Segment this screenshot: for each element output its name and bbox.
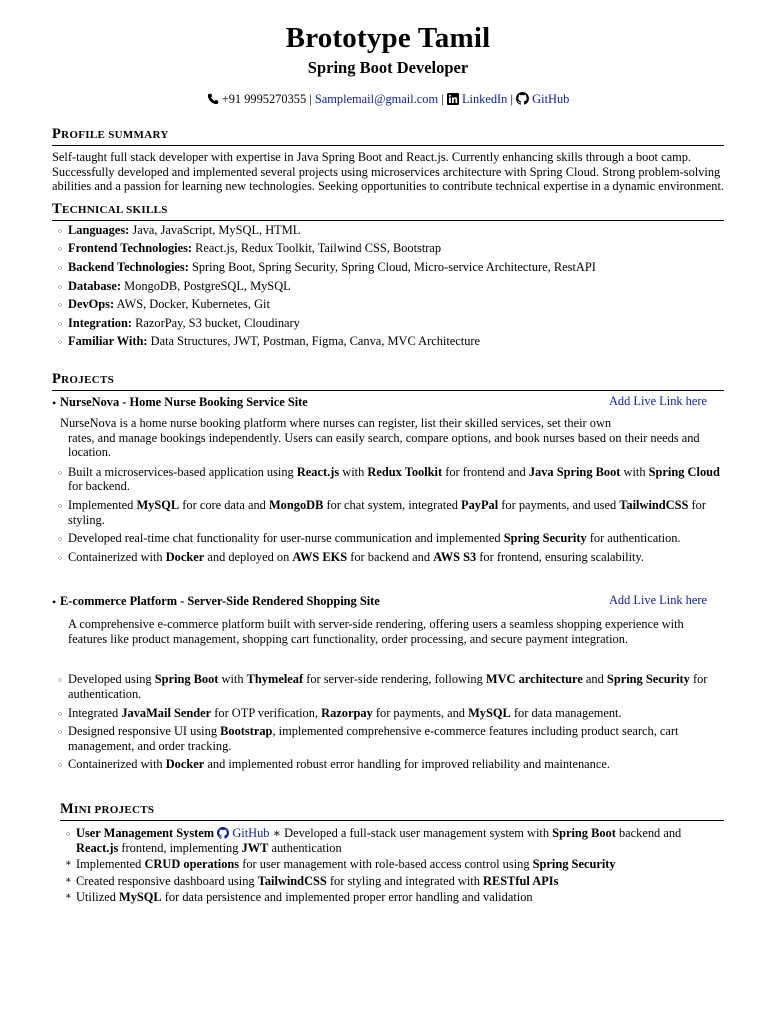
mini-project-title: User Management System: [76, 826, 215, 841]
project-bullet: ○ Containerized with Docker and deployed on AWS EKS for backend and AWS S3 for frontend, ensuring scalability.: [52, 550, 724, 565]
live-link[interactable]: Add Live Link here: [608, 593, 707, 608]
mini-projects-section: [52, 801, 724, 905]
project-bullet: ○ Integrated JavaMail Sender for OTP verification, Razorpay for payments, and MySQL for data management.: [52, 706, 724, 721]
skills-list: [52, 223, 724, 349]
mini-project-sub-item: ∗ Implemented CRUD operations for user management with role-based access control using Spring Security: [60, 857, 724, 872]
resume-page: [52, 0, 724, 907]
candidate-role: Spring Boot Developer: [307, 58, 469, 77]
mini-project-sub-item: ∗ Utilized MySQL for data persistence and implemented proper error handling and validation: [60, 890, 724, 905]
project-bullets: [52, 465, 724, 565]
github-link[interactable]: GitHub: [532, 92, 570, 106]
mini-project-sub-list: [60, 857, 724, 905]
project-bullet: ○ Designed responsive UI using Bootstrap, implemented comprehensive e-commerce features including product search, cart management, and order tracking.: [52, 724, 724, 753]
project-title: E-commerce Platform - Server-Side Rendered Shopping Site: [60, 594, 380, 609]
skill-item: ○ Database: MongoDB, PostgreSQL, MySQL: [52, 279, 724, 294]
projects-section: [52, 371, 724, 772]
contact-line: [52, 91, 724, 107]
section-title-mini-projects: MINI PROJECTS: [60, 801, 724, 821]
project-title: NurseNova - Home Nurse Booking Service Site: [60, 394, 308, 409]
skill-item: ○ Frontend Technologies: React.js, Redux Toolkit, Tailwind CSS, Bootstrap: [52, 241, 724, 256]
project-description-cont: rates, and manage bookings independently. Users can easily search, compare options, and book nurses based on their needs and location.: [68, 430, 700, 460]
linkedin-icon: [447, 93, 459, 105]
mini-project-list: [60, 826, 724, 855]
separator: |: [309, 92, 312, 106]
project-bullet: ○ Developed using Spring Boot with Thymeleaf for server-side rendering, following MVC architecture and Spring Security for authentication.: [52, 672, 724, 701]
linkedin-link[interactable]: LinkedIn: [461, 92, 508, 106]
separator: |: [441, 92, 444, 106]
skill-item: ○ Backend Technologies: Spring Boot, Spring Security, Spring Cloud, Micro-service Architecture, RestAPI: [52, 260, 724, 275]
section-title-profile: PROFILE SUMMARY: [52, 126, 724, 146]
separator: |: [510, 92, 513, 106]
project-description: A comprehensive e-commerce platform built with server-side rendering, offering users a seamless shopping experience with features like product management, shopping cart functionality, order processing, and secure payment integration.: [68, 617, 684, 646]
phone-number: +91 9995270355: [221, 92, 307, 106]
email-link[interactable]: Samplemail@gmail.com: [314, 92, 439, 106]
phone-icon: [207, 93, 219, 105]
section-title-skills: TECHNICAL SKILLS: [52, 201, 724, 221]
skill-item: ○ Familiar With: Data Structures, JWT, Postman, Figma, Canva, MVC Architecture: [52, 334, 724, 349]
github-icon: [516, 92, 529, 105]
profile-summary-text: Self-taught full stack developer with expertise in Java Spring Boot and React.js. Currently enhancing skills through a boot camp. Successfully developed and implemented several projects using microservices architecture with Spring Cloud. Strong problem-solving abilities and a passion for learning new technologies. Seeking opportunities to contribute technical expertise in a dynamic environment.: [52, 150, 725, 194]
project-bullet: ○ Implemented MySQL for core data and MongoDB for chat system, integrated PayPal for payments, and used TailwindCSS for styling.: [52, 498, 724, 527]
skill-item: ○ Languages: Java, JavaScript, MySQL, HTML: [52, 223, 724, 238]
github-icon: [217, 827, 229, 839]
mini-project-sub-item: ∗ Created responsive dashboard using TailwindCSS for styling and integrated with RESTful APIs: [60, 874, 724, 889]
project-header-ecommerce: [52, 594, 724, 609]
skill-item: ○ Integration: RazorPay, S3 bucket, Cloudinary: [52, 316, 724, 331]
project-bullets: [52, 672, 724, 772]
project-description: NurseNova is a home nurse booking platform where nurses can register, list their skilled services, set their own: [60, 415, 612, 430]
project-bullet: ○ Containerized with Docker and implemented robust error handling for improved reliability and maintenance.: [52, 757, 724, 772]
live-link[interactable]: Add Live Link here: [608, 393, 707, 408]
project-header-nursenova: [52, 395, 724, 410]
skill-item: ○ DevOps: AWS, Docker, Kubernetes, Git: [52, 297, 724, 312]
skills-section: [52, 201, 724, 349]
candidate-name: Brototype Tamil: [285, 22, 491, 54]
section-title-projects: PROJECTS: [52, 371, 724, 391]
profile-section: [52, 126, 724, 194]
mini-project-github-link[interactable]: GitHub: [232, 826, 270, 841]
mini-project-item: ○ User Management System GitHub ∗ Developed a full-stack user management system with Spring Boot backend and React.js frontend, implementing JWT authentication: [60, 826, 724, 855]
project-bullet: ○ Developed real-time chat functionality for user-nurse communication and implemented Spring Security for authentication.: [52, 531, 724, 546]
project-bullet: ○ Built a microservices-based application using React.js with Redux Toolkit for frontend and Java Spring Boot with Spring Cloud for backend.: [52, 465, 724, 494]
